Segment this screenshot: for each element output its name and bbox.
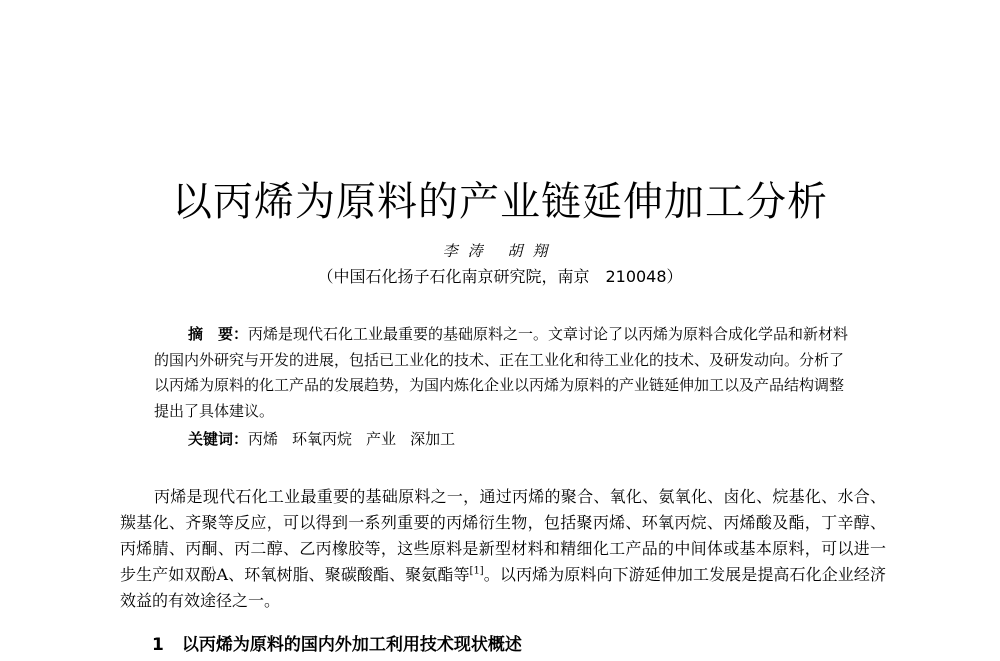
keyword-item: 环氧丙烷 bbox=[292, 430, 353, 448]
paper-affiliation: （中国石化扬子石化南京研究院，南京 210048） bbox=[317, 267, 683, 286]
keywords-line bbox=[188, 428, 469, 449]
keyword-item: 深加工 bbox=[410, 430, 456, 448]
section-heading bbox=[152, 630, 522, 655]
abstract-paragraph bbox=[154, 322, 854, 424]
keyword-item: 产业 bbox=[366, 430, 397, 448]
section-number: 1 bbox=[152, 635, 164, 655]
abstract-label: 摘 要： bbox=[188, 325, 249, 343]
body-text-part-1: 丙烯是现代石化工业最重要的基础原料之一，通过丙烯的聚合、氧化、氨氧化、卤化、烷基化、水合、羰基化、齐聚等反应，可以得到一系列重要的丙烯衍生物，包括聚丙烯、环氧丙烷、丙烯酸及酯，丁辛醇、丙烯腈、丙酮、丙二醇、乙丙橡胶等，这些原料是新型材料和精细化工产品的中间体或基本原料，可以进一步生产如双酚A、环氧树脂、聚碳酸酯、聚氨酯等 bbox=[120, 487, 886, 584]
keywords-label: 关键词： bbox=[188, 430, 249, 448]
paper-title: 以丙烯为原料的产业链延伸加工分析 bbox=[172, 179, 828, 225]
citation-reference[interactable]: [1] bbox=[469, 565, 484, 577]
keyword-item: 丙烯 bbox=[248, 430, 279, 448]
body-text-part-2: 。以丙烯为原料向下游延伸加工发展是提高石化企业经济效益的有效途径之一。 bbox=[120, 565, 886, 610]
abstract-text: 丙烯是现代石化工业最重要的基础原料之一。文章讨论了以丙烯为原料合成化学品和新材料的国内外研究与开发的进展，包括已工业化的技术、正在工业化和待工业化的技术、及研发动向。分析了以丙烯为原料的化工产品的发展趋势，为国内炼化企业以丙烯为原料的产业链延伸加工以及产品结构调整提出了具体建议。 bbox=[154, 325, 849, 420]
body-paragraph bbox=[120, 484, 886, 614]
section-title: 以丙烯为原料的国内外加工利用技术现状概述 bbox=[181, 635, 522, 655]
paper-authors: 李涛 胡翔 bbox=[442, 242, 558, 260]
